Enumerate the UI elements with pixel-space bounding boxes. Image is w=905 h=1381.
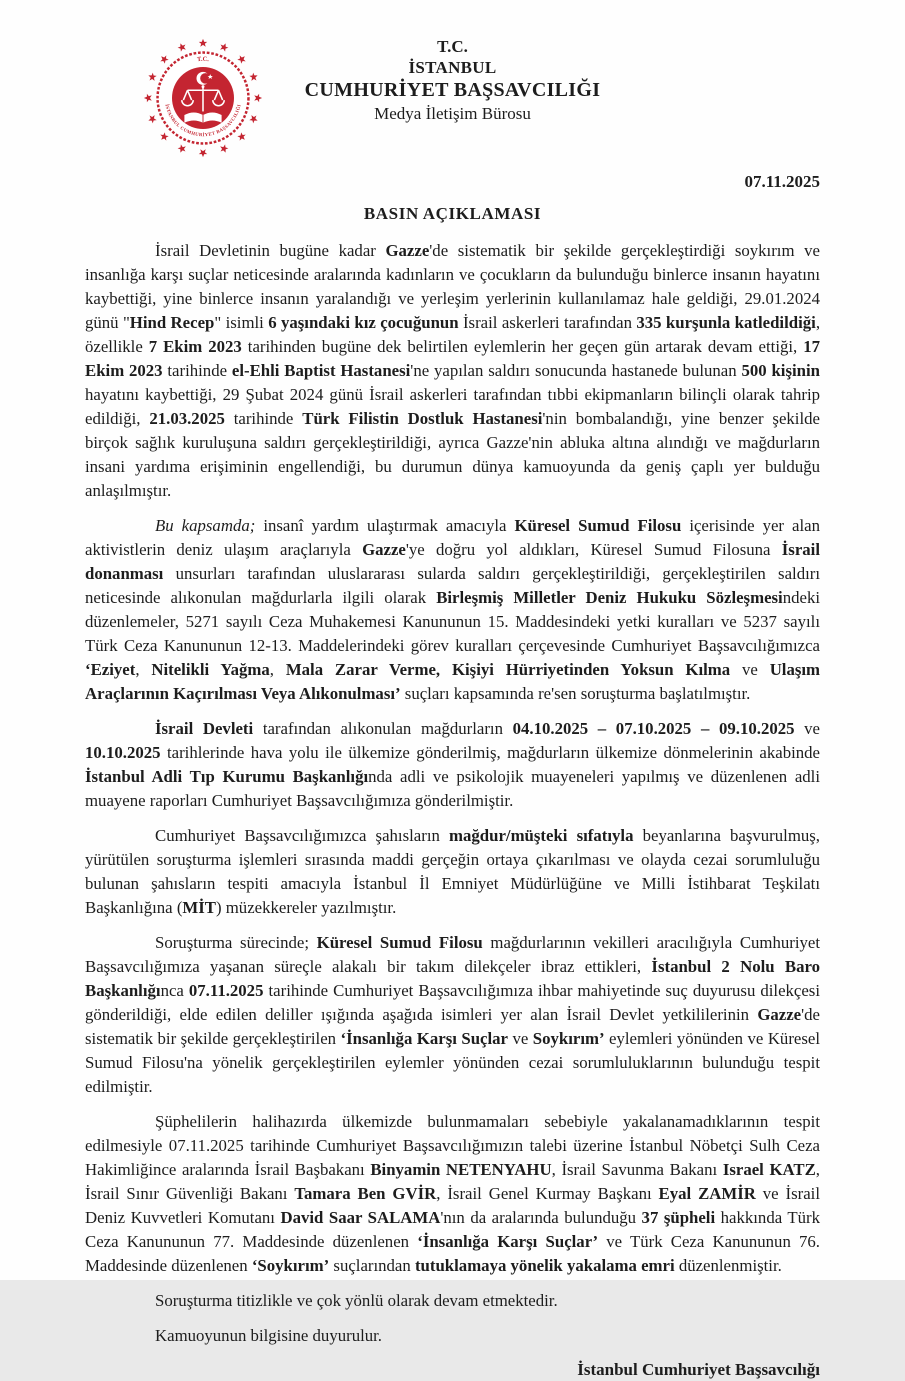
text-run: 07.11.2025 — [188, 981, 264, 1000]
text-run: Soruşturma sürecinde; — [155, 933, 317, 952]
document-title: BASIN AÇIKLAMASI — [363, 204, 542, 223]
document-date: 07.11.2025 — [744, 172, 820, 191]
text-run: 37 şüpheli — [641, 1208, 716, 1227]
text-run: Kamuoyunun bilgisine duyurulur. — [155, 1326, 382, 1345]
text-run: İstanbul Adli Tıp Kurumu Başkanlığı — [85, 767, 369, 786]
text-run: Gazze — [757, 1005, 802, 1024]
text-run: Küresel Sumud Filosu — [316, 933, 483, 952]
text-run: el-Ehli Baptist Hastanesi — [231, 361, 411, 380]
text-run: mağdurlarının vekilleri aracılığıyla Cumhuriyet Başsavcılığımıza yaşanan süreçle alakalı bir takım dilekçeler ibraz ettikleri, — [85, 933, 820, 976]
text-run: suçları kapsamında re'sen soruşturma başlatılmıştır. — [400, 684, 751, 703]
text-run: Israel KATZ — [722, 1160, 816, 1179]
text-run: ndeki düzenlemeler, 5271 sayılı Ceza Muhakemesi Kanununun 15. Maddesindeki yetki kuralları ve 5237 sayılı Türk Ceza Kanununun 12-13. Maddelerindeki görev kuralları çerçevesinde Cumhuriyet Başsavcılığımızca — [85, 588, 821, 655]
text-run: mağdur/müşteki sıfatıyla — [449, 826, 634, 845]
text-run: suçlarından — [329, 1256, 415, 1275]
text-run: Ulaşım Araçlarının Kaçırılması Veya Alıkonulması’ — [85, 660, 821, 703]
text-run: ve — [507, 1029, 533, 1048]
paragraph — [85, 931, 820, 1099]
text-run: Türk Filistin Dostluk Hastanesi — [302, 409, 543, 428]
text-run: içerisinde yer alan aktivistlerin deniz ulaşım araçlarıyla — [85, 516, 820, 559]
letterhead-office: CUMHURİYET BAŞSAVCILIĞI — [304, 79, 601, 101]
paragraph — [85, 239, 820, 503]
text-run: , — [269, 660, 286, 679]
text-run: Hind Recep — [129, 313, 215, 332]
emblem-ring-text: İSTANBUL CUMHURİYET BAŞSAVCILIĞI — [163, 103, 243, 139]
text-run: Eyal ZAMİR — [658, 1184, 756, 1203]
text-run: 10.10.2025 — [85, 743, 161, 762]
paragraph — [85, 514, 820, 706]
text-run: tutuklamaya yönelik yakalama emri — [414, 1256, 675, 1275]
text-run: İstanbul 2 Nolu Baro Başkanlığı — [85, 957, 820, 1000]
letterhead-bureau: Medya İletişim Bürosu — [374, 104, 531, 123]
text-run: , İsrail Genel Kurmay Başkanı — [436, 1184, 659, 1203]
text-run: İsrail askerleri tarafından — [458, 313, 637, 332]
text-run: MİT — [182, 898, 216, 917]
text-run: , — [135, 660, 152, 679]
text-run: İsrail donanması — [85, 540, 820, 583]
text-run: Tamara Ben GVİR — [294, 1184, 437, 1203]
text-run: 'de sistematik bir şekilde gerçekleştirilen — [85, 1005, 820, 1048]
text-run: ‘İnsanlığa Karşı Suçlar’ — [417, 1232, 599, 1251]
justice-ministry-emblem-icon — [141, 36, 265, 160]
text-run: eylemleri yönünden ve Küresel Sumud Filosu'na yönelik gerçekleştirilen eylemler yönünden cezai sorumluluklarının bulunduğu tespit edilmiştir. — [85, 1029, 821, 1096]
paragraph — [85, 1289, 820, 1313]
text-run: Gazze — [385, 241, 430, 260]
letterhead-tc: T.C. — [437, 37, 468, 56]
paragraph — [85, 717, 820, 813]
text-run: Nitelikli Yağma — [151, 660, 270, 679]
text-run: 7 Ekim 2023 — [148, 337, 242, 356]
text-run: nda adli ve psikolojik muayeneleri yapılmış ve düzenlenen adli muayene raporları Cumhuriyet Başsavcılığımıza gönderilmiştir. — [85, 767, 820, 810]
text-run: Soruşturma titizlikle ve çok yönlü olarak devam etmektedir. — [155, 1291, 558, 1310]
text-run: Mala Zarar Verme, Kişiyi Hürriyetinden Yoksun Kılma — [285, 660, 731, 679]
text-run: Bu kapsamda; — [155, 516, 256, 535]
text-run: insanî yardım ulaştırmak amacıyla — [255, 516, 515, 535]
signature: İstanbul Cumhuriyet Başsavcılığı — [577, 1360, 820, 1379]
text-run: 17 Ekim 2023 — [85, 337, 820, 380]
text-run: Cumhuriyet Başsavcılığımızca şahısların — [155, 826, 450, 845]
text-run: ve — [794, 719, 820, 738]
paragraph — [85, 824, 820, 920]
text-run: tarihlerinde hava yolu ile ülkemize gönderilmiş, mağdurların ülkemize dönmelerinin akabinde — [160, 743, 820, 762]
text-run: 'nin bombalandığı, yine benzer şekilde birçok sağlık kuruluşuna saldırı gerçekleştirildiği, ayrıca Gazze'nin abluka altına alındığı ve mağdurların insani yardıma erişiminin engellendiği, bu durumun dünya kamuoyunda da geniş çaplı yer bulduğu anlaşılmıştır. — [85, 409, 820, 500]
text-run: hayatını kaybettiği, 29 Şubat 2024 günü İsrail askerleri tarafından tıbbi ekipmanların bilinçli olarak tahrip edildiği, — [85, 385, 820, 428]
paragraph — [85, 1324, 820, 1348]
text-run: ‘İnsanlığa Karşı Suçlar — [340, 1029, 508, 1048]
text-run: ve Türk Ceza Kanununun 76. Maddesinde düzenlenen — [85, 1232, 821, 1275]
text-run: İsrail Devleti — [155, 719, 254, 738]
text-run: tarihinde — [224, 409, 303, 428]
text-run: Binyamin NETENYAHU — [370, 1160, 552, 1179]
text-run: ‘Soykırım’ — [251, 1256, 330, 1275]
text-run: tarihinde — [162, 361, 232, 380]
text-run: Şüphelilerin halihazırda ülkemizde bulunmamaları sebebiyle yakalanamadıklarının tespit edilmesiyle 07.11.2025 tarihinde Cumhuriyet Başsavcılığımızın talebi üzerine İstanbul Nöbetçi Sulh Ceza Hakimliğince aralarında İsrail Başbakanı — [85, 1112, 820, 1179]
text-run: tarihinden bugüne dek belirtilen eylemlerin her geçen gün artarak devam ettiği, — [241, 337, 804, 356]
text-run: , İsrail Sınır Güvenliği Bakanı — [85, 1160, 820, 1203]
text-run: tarihinde Cumhuriyet Başsavcılığımıza ihbar mahiyetinde suç duyurusu dilekçesi gönderildiği, elde edilen deliller ışığında aşağıda isimleri yer alan İsrail Devlet yetkililerinin — [85, 981, 821, 1024]
text-run: 04.10.2025 – 07.10.2025 – 09.10.2025 — [512, 719, 795, 738]
text-run: 'nın da aralarında bulunduğu — [440, 1208, 642, 1227]
text-run: 335 kurşunla katledildiği — [636, 313, 816, 332]
text-run: 'ye doğru yol aldıkları, Küresel Sumud Filosuna — [405, 540, 782, 559]
paragraph — [85, 1110, 820, 1278]
text-run: ‘Eziyet — [85, 660, 136, 679]
text-run: İsrail Devletinin bugüne kadar — [155, 241, 386, 260]
text-run: ve İsrail Deniz Kuvvetleri Komutanı — [85, 1184, 820, 1227]
text-run: hakkında Türk Ceza Kanununun 77. Maddesinde düzenlenen — [85, 1208, 820, 1251]
document-body — [85, 239, 820, 1348]
text-run: ) müzekkereler yazılmıştır. — [215, 898, 397, 917]
text-run: nca — [160, 981, 189, 1000]
text-run: ve — [730, 660, 770, 679]
document-header — [85, 36, 820, 158]
letterhead-city: İSTANBUL — [408, 58, 497, 77]
text-run: beyanlarına başvurulmuş, yürütülen soruşturma işlemleri sırasında maddi gerçeğin ortaya çıkarılması ve olayda cezai sorumluluğu bulunan şahısların tespiti amacıyla İstanbul İl Emniyet Müdürlüğüne ve Milli İstihbarat Teşkilatı Başkanlığına ( — [85, 826, 820, 917]
text-run: " isimli — [214, 313, 269, 332]
text-run: Soykırım’ — [532, 1029, 605, 1048]
text-run: Küresel Sumud Filosu — [514, 516, 682, 535]
text-run: Gazze — [362, 540, 406, 559]
text-run: düzenlenmiştir. — [674, 1256, 782, 1275]
text-run: , özellikle — [85, 313, 821, 356]
text-run: Birleşmiş Milletler Deniz Hukuku Sözleşmesi — [436, 588, 783, 607]
text-run: David Saar SALAMA — [280, 1208, 441, 1227]
text-run: unsurları tarafından uluslararası sularda saldırı gerçekleştirildiği, gerçekleştirilen saldırı neticesinde alıkonulan mağdurlarla ilgili olarak — [85, 564, 820, 607]
text-run: 6 yaşındaki kız çocuğunun — [268, 313, 459, 332]
text-run: 500 kişinin — [741, 361, 820, 380]
text-run: 'de sistematik bir şekilde gerçekleştirdiği soykırım ve insanlığa karşı suçlar neticesinde aralarında kadınların ve çocukların da bulunduğu binlerce insanın hayatını kaybettiği, yine binlerce insanın yaralandığı ve yerleşim yerlerinin kullanılamaz hale geldiği, 29.01.2024 günü " — [85, 241, 820, 332]
emblem-top-text: T.C. — [196, 55, 210, 64]
text-run: 21.03.2025 — [149, 409, 225, 428]
text-run: 'ne yapılan saldırı sonucunda hastanede bulunan — [410, 361, 742, 380]
text-run: , İsrail Savunma Bakanı — [551, 1160, 723, 1179]
text-run: tarafından alıkonulan mağdurların — [253, 719, 513, 738]
